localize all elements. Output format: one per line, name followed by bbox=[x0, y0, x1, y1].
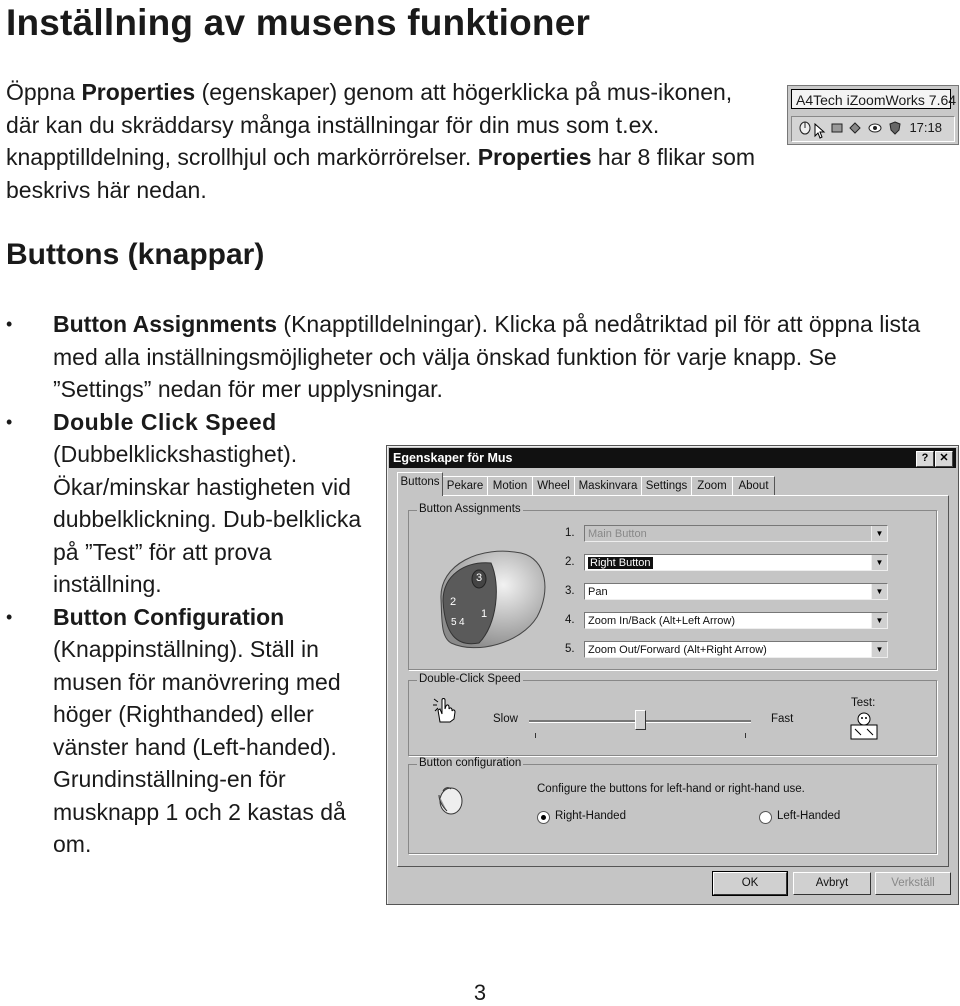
dialog-title: Egenskaper för Mus bbox=[393, 451, 513, 465]
mouse-button-3-label: 3 bbox=[476, 572, 483, 584]
slow-label: Slow bbox=[493, 713, 518, 725]
test-jack-in-box-icon[interactable] bbox=[847, 711, 881, 741]
button-configuration-group bbox=[408, 757, 937, 854]
section-heading: Buttons (knappar) bbox=[6, 238, 265, 271]
pointing-hand-icon bbox=[431, 695, 461, 725]
tray-clock: 17:18 bbox=[909, 120, 942, 135]
bullet-text: (Knappinställning). Ställ in musen för manövrering med höger (Righthanded) eller vänster hand (Left-handed). Grundinställning-en för musknapp 1 och 2 kastas då om. bbox=[53, 636, 346, 857]
tab-motion[interactable]: Motion bbox=[487, 476, 533, 495]
tab-settings[interactable]: Settings bbox=[641, 476, 692, 495]
intro-properties-2: Properties bbox=[477, 144, 592, 170]
bullet-button-assignments bbox=[0, 308, 933, 406]
shield-tray-icon[interactable] bbox=[888, 121, 902, 135]
row-4-number: 4. bbox=[565, 614, 575, 626]
button-4-value: Zoom In/Back (Alt+Left Arrow) bbox=[588, 615, 736, 627]
display-tray-icon[interactable] bbox=[848, 121, 862, 135]
mouse-diagram bbox=[421, 539, 551, 657]
slider-tick bbox=[535, 733, 536, 738]
chevron-down-icon: ▼ bbox=[871, 584, 887, 599]
button-configuration-label: Button configuration bbox=[419, 757, 522, 769]
tab-wheel[interactable]: Wheel bbox=[532, 476, 575, 495]
double-click-speed-label: Double-Click Speed bbox=[419, 673, 521, 685]
system-tray-screenshot bbox=[787, 85, 959, 145]
button-5-value: Zoom Out/Forward (Alt+Right Arrow) bbox=[588, 644, 767, 656]
ok-button[interactable]: OK bbox=[713, 872, 787, 895]
bullet-text: (Knapptilldelningar). Klicka på nedåtriktad pil för att öppna lista med alla inställningsmöjligheter och välja önskad funktion för varje knapp. Se ”Settings” nedan för mer upplysningar. bbox=[53, 311, 921, 402]
tray-tooltip: A4Tech iZoomWorks 7.64 bbox=[791, 89, 951, 109]
slider-tick bbox=[745, 733, 746, 738]
right-handed-label: Right-Handed bbox=[555, 810, 626, 822]
left-handed-radio[interactable] bbox=[759, 811, 772, 824]
eye-tray-icon[interactable] bbox=[868, 121, 882, 135]
button-4-select[interactable] bbox=[584, 612, 888, 629]
close-button[interactable]: ✕ bbox=[935, 451, 953, 467]
configure-description: Configure the buttons for left-hand or right-hand use. bbox=[537, 783, 805, 795]
page-number: 3 bbox=[473, 980, 487, 1005]
intro-properties-1: Properties bbox=[81, 79, 196, 105]
test-label: Test: bbox=[851, 697, 876, 709]
row-1-number: 1. bbox=[565, 527, 575, 539]
cursor-arrow-icon bbox=[814, 123, 826, 139]
button-2-value: Right Button bbox=[590, 557, 651, 569]
tab-about[interactable]: About bbox=[732, 476, 775, 495]
mouse-tray-icon[interactable] bbox=[798, 121, 812, 135]
mouse-properties-dialog bbox=[386, 445, 959, 905]
bullet-button-configuration bbox=[0, 601, 383, 861]
apply-button[interactable]: Verkställ bbox=[875, 872, 951, 895]
double-click-speed-group bbox=[408, 673, 937, 756]
tab-zoom[interactable]: Zoom bbox=[691, 476, 733, 495]
bullet-term: Button Assignments bbox=[53, 311, 278, 337]
tab-buttons[interactable]: Buttons bbox=[397, 472, 443, 496]
intro-text-3: har 8 flikar som beskrivs här nedan. bbox=[6, 144, 756, 203]
button-1-select[interactable] bbox=[584, 525, 888, 542]
mouse-button-2-label: 2 bbox=[450, 596, 457, 608]
bullet-double-click bbox=[0, 406, 383, 601]
chevron-down-icon: ▼ bbox=[871, 555, 887, 570]
dialog-titlebar bbox=[389, 448, 956, 468]
row-2-number: 2. bbox=[565, 556, 575, 568]
speed-slider-thumb[interactable] bbox=[635, 710, 646, 730]
mouse-icon bbox=[433, 781, 467, 817]
fast-label: Fast bbox=[771, 713, 794, 725]
intro-text-2: (egenskaper) genom att högerklicka på mus-ikonen, där kan du skräddarsy många inställningar för din mus som t.ex. knapptilldelning, scrollhjul och markörrörelser. bbox=[6, 79, 733, 170]
page-title: Inställning av musens funktioner bbox=[6, 2, 591, 43]
button-3-select[interactable] bbox=[584, 583, 888, 600]
tab-maskinvara[interactable]: Maskinvara bbox=[574, 476, 642, 495]
help-button[interactable]: ? bbox=[916, 451, 934, 467]
chevron-down-icon: ▼ bbox=[871, 526, 887, 541]
row-5-number: 5. bbox=[565, 643, 575, 655]
bullet-term: Button Configuration bbox=[53, 603, 285, 630]
intro-paragraph bbox=[6, 76, 766, 206]
chevron-down-icon: ▼ bbox=[871, 613, 887, 628]
left-handed-label: Left-Handed bbox=[777, 810, 841, 822]
intro-text-1: Öppna bbox=[6, 79, 82, 105]
bullet-term: Double Click Speed bbox=[53, 408, 277, 435]
button-5-select[interactable] bbox=[584, 641, 888, 658]
network-tray-icon[interactable] bbox=[830, 121, 844, 135]
button-assignments-label: Button Assignments bbox=[419, 503, 521, 515]
button-assignments-group bbox=[408, 503, 937, 670]
mouse-button-4-label: 4 bbox=[459, 617, 465, 628]
row-3-number: 3. bbox=[565, 585, 575, 597]
button-1-value: Main Button bbox=[588, 528, 647, 540]
right-handed-radio[interactable] bbox=[537, 811, 550, 824]
cancel-button[interactable]: Avbryt bbox=[793, 872, 871, 895]
tray-bar bbox=[791, 116, 955, 142]
button-3-value: Pan bbox=[588, 586, 608, 598]
buttons-tab-panel bbox=[397, 495, 949, 867]
chevron-down-icon: ▼ bbox=[871, 642, 887, 657]
mouse-button-5-label: 5 bbox=[451, 617, 457, 628]
button-2-select[interactable] bbox=[584, 554, 888, 571]
bullet-text: (Dubbelklickshastighet). Ökar/minskar hastigheten vid dubbelklickning. Dub-belklicka på ”Test” för att prova inställning. bbox=[53, 441, 362, 597]
mouse-button-1-label: 1 bbox=[481, 608, 488, 620]
tab-pekare[interactable]: Pekare bbox=[442, 476, 488, 495]
